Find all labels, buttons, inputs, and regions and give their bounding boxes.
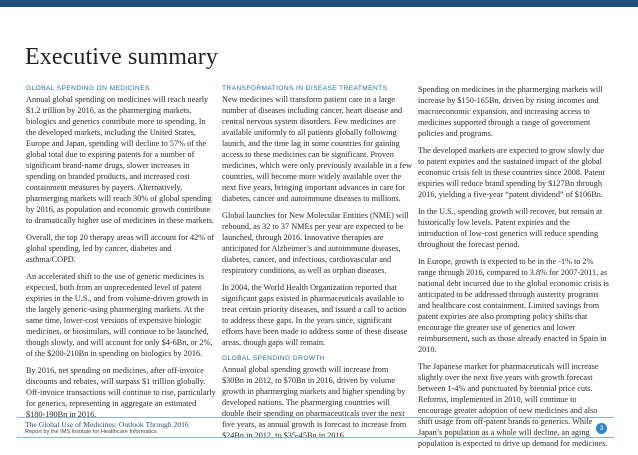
paragraph: Annual global spending on medicines will reach nearly $1.2 trillion by 2016, as the pharmerging markets, biologics and generics contribute more to spending. In the developed markets, including the United States, Europe and Japan, spending will decline to 57% of the global total due to expiring patents for a number of significant brand-name drugs, slower increases in spending on branded products, and increased cost containment measures by payers. Alternatively, pharmerging markets will reach 30% of global spending by 2016, as population and economic growth contribute to dramatically higher use of medicines in these markets.: [26, 95, 215, 225]
column-right: [418, 84, 610, 455]
section-heading-transformations: TRANSFORMATIONS IN DISEASE TREATMENTS: [222, 85, 388, 92]
paragraph: In 2004, the World Health Organization reported that significant gaps existed in pharmaceuticals available to treat certain priority diseases, and issued a call to action to address these gaps. In the years since, significant efforts have been made to address some of these disease areas, though gaps will remain.: [222, 283, 408, 347]
page-title: Executive summary: [25, 44, 218, 70]
paragraph: In the U.S., spending growth will recover, but remain at historically low levels. Patent expiries and the introduction of low-cost generics will reduce spending throughout the forecast period.: [418, 207, 603, 249]
paragraph: By 2016, net spending on medicines, after off-invoice discounts and rebates, will surpass $1 trillion globally. Off-invoice transactions will continue to rise, particularly for generics, representing in aggregate an estimated $180-190Bn in 2016.: [26, 366, 216, 419]
page-footer: [17, 417, 614, 438]
paragraph: Global launches for New Molecular Entities (NME) will rebound, as 32 to 37 NMEs per year are expected to be launched, through 2016. Innovative therapies are anticipated for Alzheimer’s and autoimmune diseases, diabetes, cancer, and infectious, cardiovascular and respiratory conditions, as well as orphan diseases.: [222, 211, 409, 275]
column-middle: [222, 84, 412, 447]
paragraph: New medicines will transform patient care in a large number of diseases including cancer, heart disease and central nervous system disorders. Few medicines are available uniformly to all patients globally following launch, and the time lag in some countries for gaining access to these medicines can be significant. Proven medicines, which were only previously available in a few countries, will become more widely available over the next five years, bringing important advances in care for diabetes, cancer and autoimmune diseases to millions.: [222, 95, 412, 203]
paragraph: Overall, the top 20 therapy areas will account for 42% of global spending, led by cancer, diabetes and asthma/COPD.: [26, 233, 215, 264]
paragraph: An accelerated shift to the use of generic medicines is expected, both from an unprecedented level of patent expiries in the U.S., and from volume-driven growth in the largely generic-using pharmerging markets. At the same time, lower-cost versions of expensive biologic medicines, or biosimilars, will continue to be launched, though slowly, and will account for only $4-6Bn, or 2%, of the $200-210Bn in spending on biologics by 2016.: [26, 272, 213, 358]
paragraph: Annual global spending growth will increase from $30Bn in 2012, to $70Bn in 2016, driven by volume growth in pharmerging markets and higher spending by developed nations. The pharmerging countries will double their spending on pharmaceuticals over the next five years, as annual growth is forecast to increase from $24Bn in 2012, to $35-45Bn in 2016.: [222, 365, 407, 440]
paragraph: In Europe, growth is expected to be in the -1% to 2% range through 2016, compared to 3.8% for 2007-2011, as national debt incurred due to the global economic crisis is anticipated to be addressed through austerity programs and healthcare cost containment. Limited savings from patent expiries are also prompting policy shifts that encourage the greater use of generics and lower reimbursement, such as those already enacted in Spain in 2010.: [418, 257, 609, 354]
column-left: [26, 84, 216, 426]
page-number-badge: 3: [596, 423, 607, 434]
paragraph: Spending on medicines in the pharmerging markets will increase by $150-165Bn, driven by rising incomes and macroeconomic expansion, and increasing access to medicines supported through a range of government policies and programs.: [418, 85, 603, 138]
footer-report-subtitle: Report by the IMS Institute for Healthcare Informatics: [25, 429, 157, 435]
footer-report-title: The Global Use of Medicines: Outlook Through 2016: [25, 420, 189, 429]
paragraph: The Japanese market for pharmaceuticals will increase slightly over the next five years with growth forecast between 1-4% and punctuated by biennial price cuts. Reforms, implemented in 2010, will continue to encourage greater adoption of new medicines and also shift usage from off-patent brands to generics. While Japan’s population as a whole will decline, an aging population is expected to drive up demand for medicines.: [418, 362, 608, 448]
section-heading-spending-growth: GLOBAL SPENDING GROWTH: [222, 355, 326, 362]
section-heading-global-spending: GLOBAL SPENDING ON MEDICINES: [26, 85, 150, 92]
paragraph: The developed markets are expected to grow slowly due to patent expiries and the sustained impact of the global economic crisis felt in these countries since 2008. Patent expiries will reduce brand spending by $127Bn through 2016, yielding a five-year “patent dividend” of $106Bn.: [418, 146, 605, 199]
top-color-bar: [0, 0, 638, 7]
